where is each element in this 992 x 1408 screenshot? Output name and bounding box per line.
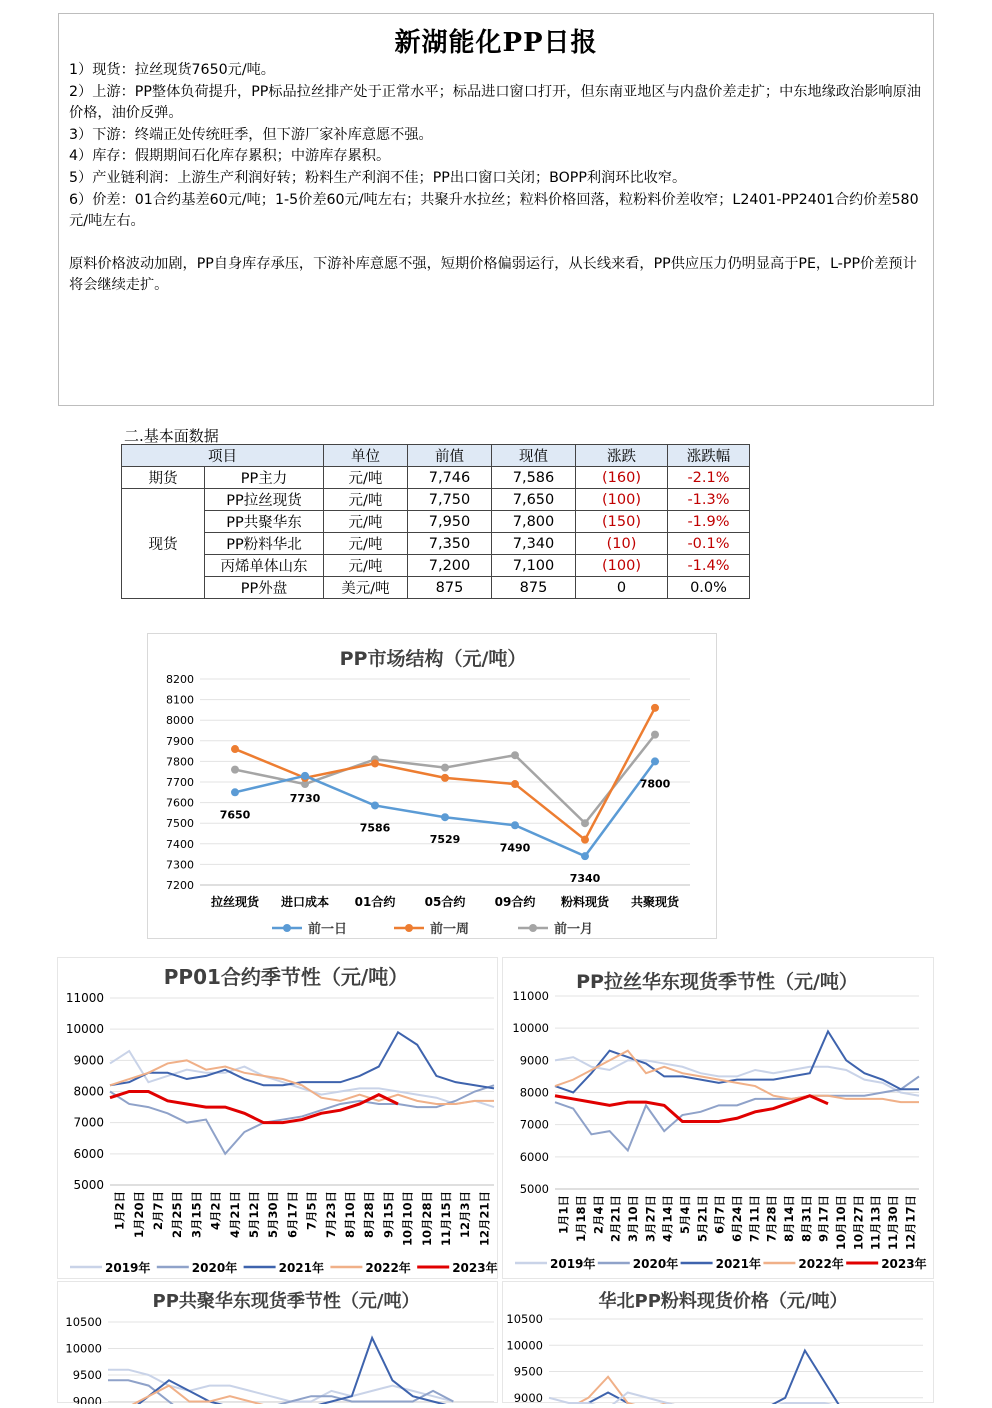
legend-marker xyxy=(405,924,413,932)
x-tick-label: 4月14日 xyxy=(660,1195,675,1243)
group-label: 期货 xyxy=(122,467,205,489)
report-line: 4）库存：假期期间石化库存累积；中游库存累积。 xyxy=(69,148,391,165)
x-tick-label: 11月13日 xyxy=(868,1195,883,1251)
legend-label: 2022年 xyxy=(798,1257,844,1271)
x-tick-label: 10月27日 xyxy=(851,1195,866,1251)
x-tick-label: 12月17日 xyxy=(903,1195,918,1251)
y-tick-label: 11000 xyxy=(65,991,104,1005)
y-tick-label: 7900 xyxy=(166,734,194,748)
y-tick-label: 8000 xyxy=(166,714,194,728)
powder-north-chart-svg xyxy=(503,1282,935,1404)
y-tick-label: 9000 xyxy=(513,1390,543,1404)
row-item: PP外盘 xyxy=(205,577,324,599)
report-line: 3）下游：终端正处传统旺季，但下游厂家补库意愿不强。 xyxy=(69,126,433,143)
x-tick-label: 4月21日 xyxy=(227,1191,242,1239)
row-prev: 7,950 xyxy=(408,511,492,533)
data-label: 7586 xyxy=(359,821,391,835)
series-line xyxy=(110,1051,494,1107)
row-unit: 元/吨 xyxy=(324,489,408,511)
section-title: 二.基本面数据 xyxy=(124,427,219,445)
x-tick-label: 7月5日 xyxy=(304,1191,319,1231)
legend-label: 2023年 xyxy=(881,1257,927,1271)
legend-label: 2022年 xyxy=(365,1261,411,1275)
x-tick-label: 6月7日 xyxy=(712,1195,727,1235)
row-pct: -2.1% xyxy=(668,467,750,489)
row-curr: 7,800 xyxy=(492,511,576,533)
chart-title: PP拉丝华东现货季节性（元/吨） xyxy=(576,971,858,993)
legend-label: 2021年 xyxy=(278,1261,325,1275)
y-tick-label: 7000 xyxy=(73,1115,104,1130)
x-tick-label: 1月1日 xyxy=(556,1195,571,1235)
header-pct: 涨跌幅 xyxy=(668,445,750,467)
x-tick-label: 11月30日 xyxy=(886,1195,900,1251)
x-tick-label: 共聚现货 xyxy=(630,895,680,909)
series-point xyxy=(441,774,449,782)
y-tick-label: 10500 xyxy=(506,1312,543,1326)
row-prev: 7,746 xyxy=(408,467,492,489)
row-prev: 7,200 xyxy=(408,555,492,577)
row-chg: (160) xyxy=(576,467,668,489)
y-tick-label: 10000 xyxy=(65,1022,104,1037)
y-tick-label: 9500 xyxy=(72,1368,102,1382)
x-tick-label: 1月20日 xyxy=(131,1191,146,1239)
drawing-east-seasonal-chart xyxy=(502,957,934,1279)
header-prev: 前值 xyxy=(408,445,492,467)
row-curr: 7,650 xyxy=(492,489,576,511)
series-point xyxy=(651,731,659,739)
legend-label: 2020年 xyxy=(632,1257,679,1271)
x-tick-label: 10月10日 xyxy=(400,1191,415,1247)
y-tick-label: 6000 xyxy=(519,1149,549,1164)
x-tick-label: 6月24日 xyxy=(730,1195,744,1243)
row-unit: 元/吨 xyxy=(324,511,408,533)
series-point xyxy=(651,704,659,712)
powder-north-chart xyxy=(502,1281,934,1403)
legend-label: 前一日 xyxy=(308,922,348,937)
legend-label: 2020年 xyxy=(191,1261,238,1275)
row-item: 丙烯单体山东 xyxy=(205,555,324,577)
legend-label: 2019年 xyxy=(550,1257,596,1271)
series-point xyxy=(231,745,239,753)
x-tick-label: 12月21日 xyxy=(477,1191,492,1247)
group-label: 现货 xyxy=(122,489,205,599)
table-row xyxy=(122,467,750,489)
row-chg: (150) xyxy=(576,511,668,533)
y-tick-label: 10000 xyxy=(512,1021,549,1036)
table-row xyxy=(122,577,750,599)
row-chg: 0 xyxy=(576,577,668,599)
x-tick-label: 2月25日 xyxy=(170,1191,185,1239)
row-curr: 875 xyxy=(492,577,576,599)
market-structure-chart xyxy=(147,633,717,939)
y-tick-label: 10000 xyxy=(506,1338,543,1353)
series-point xyxy=(511,780,519,788)
row-prev: 7,350 xyxy=(408,533,492,555)
header-curr: 现值 xyxy=(492,445,576,467)
report-line: 5）产业链利润：上游生产利润好转；粉料生产利润不佳；PP出口窗口关闭；BOPP利润环比收窄。 xyxy=(69,169,687,186)
x-tick-label: 11月15日 xyxy=(439,1191,453,1247)
data-label: 7490 xyxy=(499,841,531,855)
x-tick-label: 8月31日 xyxy=(799,1195,814,1243)
x-tick-label: 7月11日 xyxy=(747,1195,762,1243)
x-tick-label: 10月28日 xyxy=(419,1191,434,1247)
copolymer-east-seasonal-chart-svg xyxy=(58,1282,499,1404)
x-tick-label: 5月4日 xyxy=(678,1195,692,1235)
series-point xyxy=(581,836,589,844)
data-label: 7529 xyxy=(429,833,461,847)
header-unit: 单位 xyxy=(324,445,408,467)
y-tick-label: 7400 xyxy=(166,837,194,851)
series-line xyxy=(108,1370,453,1402)
report-line: 1）现货：拉丝现货7650元/吨。 xyxy=(69,62,275,78)
series-point xyxy=(441,813,449,821)
report-title: 新湖能化PP日报 xyxy=(394,28,598,58)
x-tick-label: 6月17日 xyxy=(285,1191,300,1239)
row-item: PP拉丝现货 xyxy=(205,489,324,511)
x-tick-label: 7月28日 xyxy=(764,1195,779,1243)
data-label: 7340 xyxy=(569,872,601,886)
x-tick-label: 粉料现货 xyxy=(560,895,610,909)
report-body xyxy=(69,60,921,297)
row-unit: 元/吨 xyxy=(324,533,408,555)
table-row xyxy=(122,533,750,555)
x-tick-label: 8月28日 xyxy=(362,1191,377,1239)
row-curr: 7,586 xyxy=(492,467,576,489)
x-tick-label: 5月30日 xyxy=(266,1191,281,1239)
x-tick-label: 9月17日 xyxy=(816,1195,831,1243)
legend-marker xyxy=(283,924,291,932)
y-tick-label: 10500 xyxy=(65,1315,102,1329)
legend-marker xyxy=(529,924,537,932)
series-point xyxy=(511,821,519,829)
series-point xyxy=(371,801,379,809)
y-tick-label: 7700 xyxy=(166,776,194,789)
x-tick-label: 10月10日 xyxy=(834,1195,848,1251)
row-chg: (100) xyxy=(576,489,668,511)
table-header-row xyxy=(122,445,750,467)
report-box xyxy=(58,13,934,406)
series-point xyxy=(651,757,659,765)
x-tick-label: 4月2日 xyxy=(208,1191,223,1231)
row-chg: (100) xyxy=(576,555,668,577)
x-tick-label: 2月21日 xyxy=(608,1195,623,1243)
chart-title: PP市场结构（元/吨） xyxy=(339,648,527,670)
row-item: PP粉料华北 xyxy=(205,533,324,555)
pp01-seasonal-chart xyxy=(57,957,498,1279)
y-tick-label: 6000 xyxy=(73,1146,104,1161)
row-pct: -1.9% xyxy=(668,511,750,533)
row-pct: -0.1% xyxy=(668,533,750,555)
report-line: 2）上游：PP整体负荷提升，PP标品拉丝排产处于正常水平；标品进口窗口打开，但东南亚地区与内盘价差走扩；中东地缘政治影响原油价格，油价反弹。 xyxy=(69,83,921,122)
y-tick-label: 9000 xyxy=(73,1053,104,1068)
y-tick-label: 8000 xyxy=(519,1085,549,1100)
x-tick-label: 1月18日 xyxy=(574,1195,588,1243)
y-tick-label: 7300 xyxy=(166,858,194,872)
y-tick-label: 7500 xyxy=(166,817,194,831)
chart-title: PP共聚华东现货季节性（元/吨） xyxy=(152,1291,420,1312)
fundamentals-table xyxy=(121,444,750,599)
row-unit: 美元/吨 xyxy=(324,577,408,599)
x-tick-label: 3月15日 xyxy=(189,1191,204,1239)
row-curr: 7,340 xyxy=(492,533,576,555)
series-point xyxy=(441,764,449,772)
x-tick-label: 1月2日 xyxy=(112,1191,127,1231)
x-tick-label: 12月3日 xyxy=(458,1191,473,1239)
y-tick-label: 7600 xyxy=(166,796,194,810)
x-tick-label: 2月7日 xyxy=(151,1191,165,1231)
data-label: 7650 xyxy=(219,808,251,822)
series-line xyxy=(555,1076,919,1150)
series-point xyxy=(371,759,379,767)
legend-label: 前一周 xyxy=(430,922,470,937)
x-tick-label: 5月21日 xyxy=(695,1195,710,1243)
series-point xyxy=(581,819,589,827)
chart-title: PP01合约季节性（元/吨） xyxy=(163,965,409,989)
copolymer-east-seasonal-chart xyxy=(57,1281,498,1403)
row-item: PP共聚华东 xyxy=(205,511,324,533)
legend-label: 2019年 xyxy=(105,1261,151,1275)
y-tick-label: 8000 xyxy=(73,1084,104,1099)
market-structure-chart-svg xyxy=(148,634,718,940)
x-tick-label: 2月4日 xyxy=(591,1195,606,1235)
x-tick-label: 7月23日 xyxy=(323,1191,338,1239)
table-row xyxy=(122,555,750,577)
y-tick-label: 5000 xyxy=(73,1178,104,1192)
pp01-seasonal-chart-svg xyxy=(58,958,499,1280)
row-curr: 7,100 xyxy=(492,555,576,577)
x-tick-label: 9月15日 xyxy=(381,1191,396,1239)
y-tick-label: 9500 xyxy=(513,1364,543,1379)
row-unit: 元/吨 xyxy=(324,467,408,489)
row-item: PP主力 xyxy=(205,467,324,489)
series-line xyxy=(108,1380,453,1404)
table-row xyxy=(122,511,750,533)
header-item: 项目 xyxy=(122,445,324,467)
legend-label: 2023年 xyxy=(452,1261,498,1275)
y-tick-label: 8100 xyxy=(166,693,194,707)
x-tick-label: 05合约 xyxy=(424,895,466,909)
x-tick-label: 3月10日 xyxy=(626,1195,640,1243)
y-tick-label: 10000 xyxy=(65,1341,102,1356)
series-point xyxy=(301,772,309,780)
y-tick-label: 7800 xyxy=(166,755,194,769)
table-row xyxy=(122,489,750,511)
x-tick-label: 8月14日 xyxy=(782,1195,796,1243)
chart-title: 华北PP粉料现货价格（元/吨） xyxy=(598,1291,848,1312)
y-tick-label: 8200 xyxy=(166,673,194,686)
row-chg: (10) xyxy=(576,533,668,555)
data-label: 7800 xyxy=(639,777,671,791)
row-pct: 0.0% xyxy=(668,577,750,599)
row-unit: 元/吨 xyxy=(324,555,408,577)
header-chg: 涨跌 xyxy=(576,445,668,467)
y-tick-label: 9000 xyxy=(72,1394,102,1404)
y-tick-label: 7000 xyxy=(519,1117,549,1132)
row-prev: 7,750 xyxy=(408,489,492,511)
data-label: 7730 xyxy=(289,791,321,805)
x-tick-label: 5月12日 xyxy=(247,1191,261,1239)
series-line xyxy=(549,1377,884,1404)
y-tick-label: 7200 xyxy=(166,879,194,892)
row-pct: -1.3% xyxy=(668,489,750,511)
report-summary: 原料价格波动加剧，PP自身库存承压，下游补库意愿不强，短期价格偏弱运行，从长线来看，PP供应压力仍明显高于PE，L-PP价差预计将会继续走扩。 xyxy=(69,255,917,294)
x-tick-label: 8月10日 xyxy=(343,1191,357,1239)
series-point xyxy=(511,751,519,759)
y-tick-label: 9000 xyxy=(519,1053,549,1068)
row-prev: 875 xyxy=(408,577,492,599)
x-tick-label: 09合约 xyxy=(494,895,536,909)
x-tick-label: 3月27日 xyxy=(643,1195,658,1243)
series-line xyxy=(549,1351,884,1405)
series-line xyxy=(555,1057,919,1096)
row-pct: -1.4% xyxy=(668,555,750,577)
y-tick-label: 5000 xyxy=(519,1182,549,1196)
x-tick-label: 拉丝现货 xyxy=(210,895,260,909)
x-tick-label: 01合约 xyxy=(354,895,396,909)
legend-label: 前一月 xyxy=(554,922,594,937)
drawing-east-seasonal-chart-svg xyxy=(503,958,935,1280)
series-point xyxy=(231,788,239,796)
series-point xyxy=(581,852,589,860)
x-tick-label: 进口成本 xyxy=(280,895,330,909)
report-line: 6）价差：01合约基差60元/吨；1-5价差60元/吨左右；共聚升水拉丝；粒料价格回落，粒粉料价差收窄；L2401-PP2401合约价差580元/吨左右。 xyxy=(69,191,919,230)
y-tick-label: 11000 xyxy=(512,989,549,1003)
series-point xyxy=(231,766,239,774)
legend-label: 2021年 xyxy=(715,1257,762,1271)
